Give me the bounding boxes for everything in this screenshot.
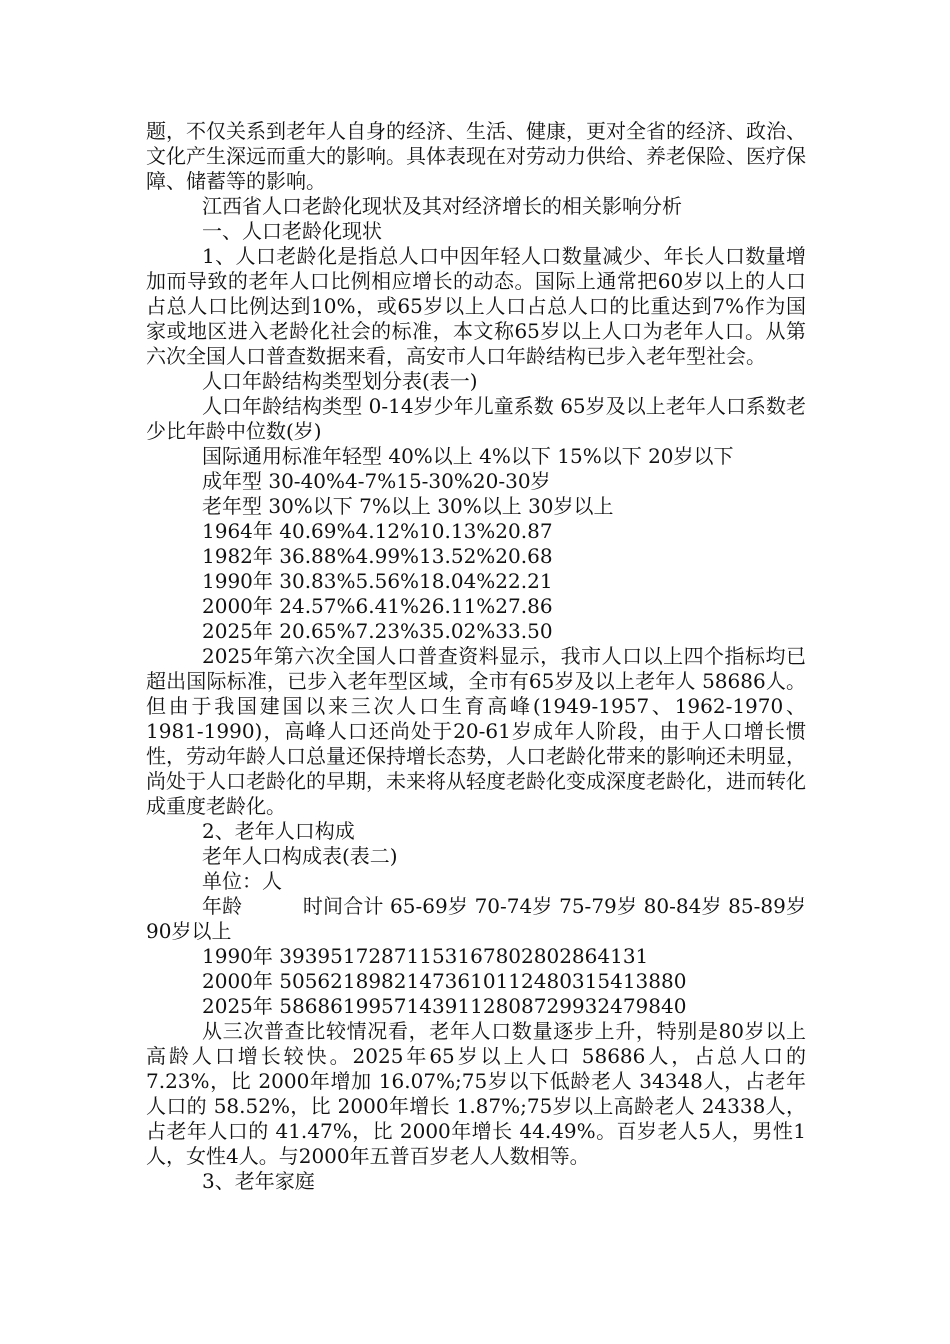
table1-row: 成年型 30-40%4-7%15-30%20-30岁 (202, 469, 551, 493)
paragraph-comparison: 从三次普查比较情况看，老年人口数量逐步上升，特别是80岁以上高龄人口增长较快。2025年65岁以上人口 58686人，占总人口的 7.23%，比 2000年增加 16.07%;75岁以下低龄老人 34348人，占老年人口的 58.52%，比 2000年增长 1.87%;75岁以上高龄老人 24338人，占老年人口的 41.47%，比 2000年增长 44.49%。百岁老人5人，男性1人，女性4人。与2000年五普百岁老人人数相等。 (146, 1019, 806, 1168)
table1-row: 国际通用标准年轻型 40%以上 4%以下 15%以下 20岁以下 (202, 444, 734, 468)
table1-header: 人口年龄结构类型 0-14岁少年儿童系数 65岁及以上老年人口系数老少比年龄中位数(岁) (146, 394, 806, 443)
table2-caption: 老年人口构成表(表二) (202, 844, 398, 868)
table2-row: 2025年 58686199571439112808729932479840 (202, 994, 687, 1018)
table1-caption: 人口年龄结构类型划分表(表一) (202, 369, 478, 393)
table2-row: 1990年 39395172871153167802802864131 (202, 944, 649, 968)
table1-row: 老年型 30%以下 7%以上 30%以上 30岁以上 (202, 494, 614, 518)
table1-row: 1990年 30.83%5.56%18.04%22.21 (202, 569, 553, 593)
section-heading-2: 2、老年人口构成 (202, 819, 355, 843)
paragraph-intro: 题，不仅关系到老年人自身的经济、生活、健康，更对全省的经济、政治、文化产生深远而重大的影响。具体表现在对劳动力供给、养老保险、医疗保障、储蓄等的影响。 (146, 119, 806, 193)
article-title: 江西省人口老龄化现状及其对经济增长的相关影响分析 (202, 194, 682, 218)
paragraph-definition: 1、人口老龄化是指总人口中因年轻人口数量减少、年长人口数量增加而导致的老年人口比例相应增长的动态。国际上通常把60岁以上的人口占总人口比例达到10%，或65岁以上人口占总人口的比重达到7%作为国家或地区进入老龄化社会的标准，本文称65岁以上人口为老年人口。从第六次全国人口普查数据来看，高安市人口年龄结构已步入老年型社会。 (146, 244, 806, 368)
table2-row: 2000年 50562189821473610112480315413880 (202, 969, 687, 993)
table1-row: 1982年 36.88%4.99%13.52%20.68 (202, 544, 553, 568)
section-heading-3: 3、老年家庭 (202, 1169, 315, 1193)
table1-row: 2025年 20.65%7.23%35.02%33.50 (202, 619, 553, 643)
table1-row: 2000年 24.57%6.41%26.11%27.86 (202, 594, 553, 618)
section-heading-1: 一、人口老龄化现状 (202, 219, 382, 243)
paragraph-census: 2025年第六次全国人口普查资料显示，我市人口以上四个指标均已超出国际标准，已步入老年型区域，全市有65岁及以上老年人 58686人。但由于我国建国以来三次人口生育高峰(1949-1957、1962-1970、1981-1990)，高峰人口还尚处于20-61岁成年人阶段，由于人口增长惯性，劳动年龄人口总量还保持增长态势，人口老龄化带来的影响还未明显，尚处于人口老龄化的早期，未来将从轻度老龄化变成深度老龄化，进而转化成重度老龄化。 (146, 644, 806, 818)
table2-header: 年龄 时间合计 65-69岁 70-74岁 75-79岁 80-84岁 85-89岁 90岁以上 (146, 894, 806, 943)
table2-unit: 单位：人 (202, 869, 282, 893)
table1-row: 1964年 40.69%4.12%10.13%20.87 (202, 519, 553, 543)
document-body (146, 119, 806, 1194)
